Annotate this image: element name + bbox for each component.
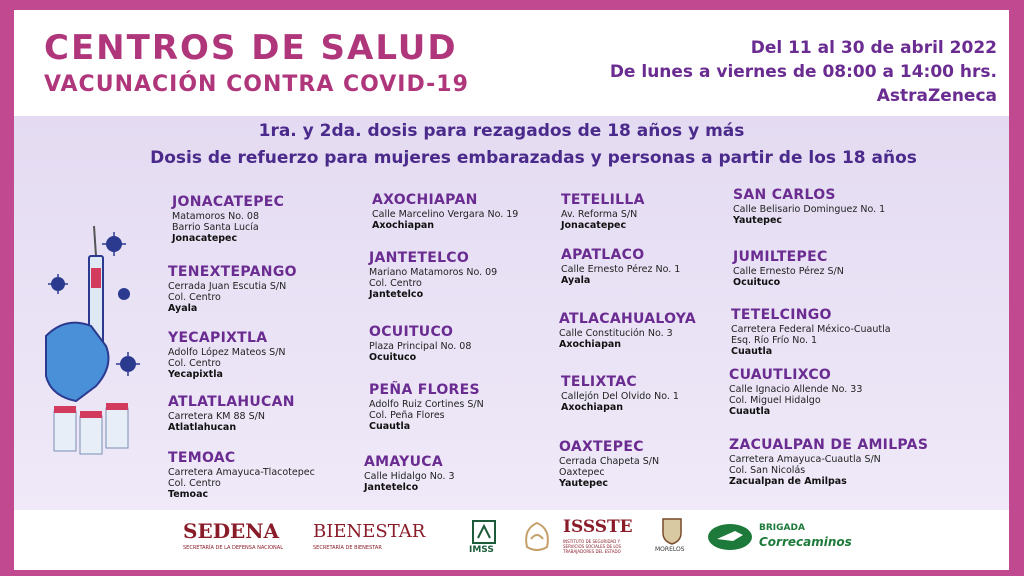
issste-logo: ISSSTE <box>563 517 633 537</box>
center-name: ZACUALPAN DE AMILPAS <box>729 437 929 453</box>
health-center-entry <box>561 191 645 231</box>
center-municipality: Axochiapan <box>372 220 435 231</box>
center-address-line: Callejón Del Olvido No. 1 <box>561 391 679 402</box>
center-name: TEMOAC <box>168 450 236 466</box>
health-center-entry <box>364 453 455 493</box>
center-name: CUAUTLIXCO <box>729 367 832 383</box>
center-municipality: Jantetelco <box>364 482 419 493</box>
center-address-line: Col. San Nicolás <box>729 465 806 476</box>
center-name: ATLACAHUALOYA <box>559 311 697 327</box>
header <box>14 10 1009 116</box>
center-municipality: Yecapixtla <box>168 369 223 380</box>
issste-icon <box>517 519 557 555</box>
center-municipality: Ocuituco <box>733 277 781 288</box>
center-municipality: Ocuituco <box>369 352 417 363</box>
dose-info-2: Dosis de refuerzo para mujeres embarazadas y personas a partir de los 18 años <box>150 148 917 168</box>
roadrunner-icon <box>705 521 755 553</box>
health-center-entry <box>369 249 497 300</box>
center-address-line: Adolfo Ruiz Cortines S/N <box>369 399 484 410</box>
center-name: PEÑA FLORES <box>369 382 480 398</box>
center-name: TELIXTAC <box>561 374 638 390</box>
center-municipality: Jonacatepec <box>561 220 627 231</box>
health-center-entry <box>561 246 680 286</box>
center-municipality: Ayala <box>561 275 591 286</box>
center-name: OAXTEPEC <box>559 439 644 455</box>
center-municipality: Yautepec <box>559 478 609 489</box>
center-municipality: Cuautla <box>729 406 771 417</box>
center-address-line: Col. Centro <box>369 278 422 289</box>
center-address-line: Esq. Río Frío No. 1 <box>731 335 818 346</box>
center-address-line: Calle Hidalgo No. 3 <box>364 471 455 482</box>
health-center-entry <box>168 449 315 500</box>
sponsor-logos <box>177 515 852 559</box>
center-name: TENEXTEPANGO <box>168 264 297 280</box>
center-address-line: Carretera KM 88 S/N <box>168 411 265 422</box>
page-subtitle: VACUNACIÓN CONTRA COVID-19 <box>44 72 469 97</box>
health-center-entry <box>168 393 295 433</box>
health-center-entry <box>561 373 679 413</box>
vaccine-illustration <box>36 216 156 476</box>
center-municipality: Zacualpan de Amilpas <box>729 476 847 487</box>
center-address-line: Oaxtepec <box>559 467 605 478</box>
center-address-line: Plaza Principal No. 08 <box>369 341 472 352</box>
center-address-line: Matamoros No. 08 <box>172 211 259 222</box>
morelos-label: MORELOS <box>655 546 685 553</box>
center-municipality: Cuautla <box>369 421 411 432</box>
center-address-line: Col. Peña Flores <box>369 410 445 421</box>
imss-icon <box>470 518 498 546</box>
health-center-entry <box>733 248 844 288</box>
morelos-shield-icon <box>661 517 683 545</box>
center-municipality: Cuautla <box>731 346 773 357</box>
issste-subtitle: INSTITUTO DE SEGURIDAD Y SERVICIOS SOCIALES DE LOS TRABAJADORES DEL ESTADO <box>563 539 622 554</box>
center-address-line: Calle Ernesto Pérez No. 1 <box>561 264 681 275</box>
center-municipality: Yautepec <box>733 215 783 226</box>
hours: De lunes a viernes de 08:00 a 14:00 hrs. <box>609 62 997 82</box>
center-name: APATLACO <box>561 247 645 263</box>
center-name: JUMILTEPEC <box>733 249 828 265</box>
health-center-entry <box>729 366 862 417</box>
center-address-line: Mariano Matamoros No. 09 <box>369 267 498 278</box>
center-address-line: Col. Centro <box>168 358 221 369</box>
center-municipality: Jonacatepec <box>172 233 238 244</box>
center-name: TETELILLA <box>561 192 645 208</box>
center-address-line: Col. Centro <box>168 478 221 489</box>
imss-label: IMSS <box>469 545 494 555</box>
page-title: CENTROS DE SALUD <box>44 28 458 68</box>
center-address-line: Carretera Amayuca-Tlacotepec <box>168 467 315 478</box>
health-center-entry <box>172 193 284 244</box>
center-address-line: Barrio Santa Lucía <box>172 222 259 233</box>
health-center-entry <box>369 381 484 432</box>
center-name: ATLATLAHUCAN <box>168 394 295 410</box>
center-name: YECAPIXTLA <box>168 330 268 346</box>
center-address-line: Calle Ernesto Pérez S/N <box>733 266 844 277</box>
center-address-line: Calle Marcelino Vergara No. 19 <box>372 209 519 220</box>
center-address-line: Cerrada Juan Escutia S/N <box>168 281 287 292</box>
health-center-entry <box>729 436 928 487</box>
center-municipality: Jantetelco <box>369 289 424 300</box>
bienestar-subtitle: SECRETARÍA DE BIENESTAR <box>313 545 382 551</box>
health-center-entry <box>731 306 891 357</box>
health-center-entry <box>372 191 518 231</box>
center-municipality: Ayala <box>168 303 198 314</box>
center-name: JONACATEPEC <box>172 194 285 210</box>
center-address-line: Carretera Amayuca-Cuautla S/N <box>729 454 881 465</box>
correcaminos-label: Correcaminos <box>759 535 852 549</box>
center-name: OCUITUCO <box>369 324 454 340</box>
health-center-entry <box>559 438 659 489</box>
vaccine-vial-icon <box>54 403 128 454</box>
center-name: AMAYUCA <box>364 454 443 470</box>
center-municipality: Temoac <box>168 489 209 500</box>
health-center-entry <box>733 186 885 226</box>
date-range: Del 11 al 30 de abril 2022 <box>750 38 997 58</box>
center-address-line: Calle Ignacio Allende No. 33 <box>729 384 863 395</box>
center-name: TETELCINGO <box>731 307 832 323</box>
health-center-entry <box>168 329 286 380</box>
health-center-entry <box>168 263 297 314</box>
center-address-line: Carretera Federal México-Cuautla <box>731 324 891 335</box>
center-address-line: Cerrada Chapeta S/N <box>559 456 660 467</box>
center-name: SAN CARLOS <box>733 187 836 203</box>
center-address-line: Av. Reforma S/N <box>561 209 638 220</box>
center-address-line: Calle Constitución No. 3 <box>559 328 673 339</box>
health-center-entry <box>559 310 696 350</box>
bienestar-logo: BIENESTAR <box>313 521 426 542</box>
health-center-entry <box>369 323 471 363</box>
center-address-line: Calle Belisario Dominguez No. 1 <box>733 204 886 215</box>
center-address-line: Col. Centro <box>168 292 221 303</box>
centers-panel <box>14 116 1009 510</box>
center-name: AXOCHIAPAN <box>372 192 478 208</box>
center-name: JANTETELCO <box>369 250 470 266</box>
schedule-info <box>610 36 997 108</box>
center-municipality: Axochiapan <box>561 402 624 413</box>
dose-info-1: 1ra. y 2da. dosis para rezagados de 18 años y más <box>258 121 745 141</box>
center-address-line: Col. Miguel Hidalgo <box>729 395 821 406</box>
vaccine-brand: AstraZeneca <box>876 86 997 106</box>
center-municipality: Atlatlahucan <box>168 422 237 433</box>
center-municipality: Axochiapan <box>559 339 622 350</box>
sedena-logo: SEDENA <box>183 519 280 543</box>
sedena-subtitle: SECRETARÍA DE LA DEFENSA NACIONAL <box>183 545 283 551</box>
center-address-line: Adolfo López Mateos S/N <box>168 347 286 358</box>
brigada-label: BRIGADA <box>759 523 805 533</box>
